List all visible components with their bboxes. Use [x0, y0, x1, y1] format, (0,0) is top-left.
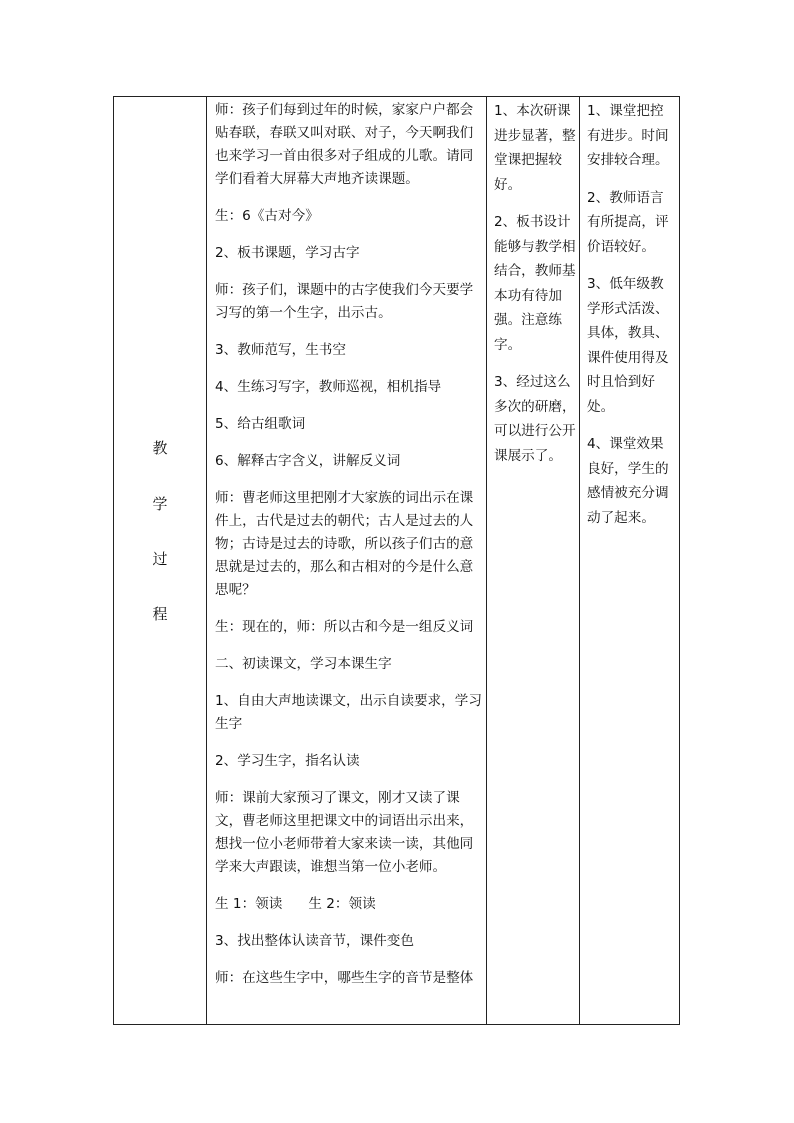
process-paragraph: 5、给古组歌词 [215, 416, 306, 432]
section-label-char: 教 [152, 439, 168, 457]
process-paragraph: 师：在这些生字中，哪些生字的音节是整体 [215, 970, 474, 986]
section-label-char: 学 [152, 495, 168, 513]
evaluation-item: 2、板书设计能够与教学相结合，教师基本功有待加强。注意练字。 [494, 214, 576, 353]
section-label-cell [114, 97, 206, 1024]
evaluation-item: 3、经过这么多次的研磨，可以进行公开课展示了。 [494, 374, 576, 464]
teaching-process-cell [207, 97, 486, 1024]
process-paragraph: 师：曹老师这里把刚才大家族的词出示在课件上，古代是过去的朝代；古人是过去的人物；古诗是过去的诗歌，所以孩子们古的意思就是过去的，那么和古相对的今是什么意思呢？ [215, 490, 474, 598]
process-paragraph: 二、初读课文，学习本课生字 [215, 656, 392, 672]
process-paragraph: 生：现在的，师：所以古和今是一组反义词 [215, 619, 474, 635]
comment-item: 2、教师语言有所提高，评价语较好。 [587, 189, 669, 255]
process-paragraph: 6、解释古字含义，讲解反义词 [215, 453, 401, 469]
process-paragraph: 生：6《古对今》 [215, 208, 319, 224]
leader-reading-line [215, 893, 483, 916]
leader-two: 生 2：领读 [308, 896, 376, 912]
process-paragraph: 1、自由大声地读课文，出示自读要求，学习生字 [215, 693, 482, 732]
process-paragraph: 2、学习生字，指名认读 [215, 753, 360, 769]
section-label-char: 过 [152, 550, 168, 568]
comment-item: 1、课堂把控有进步。时间安排较合理。 [587, 103, 669, 168]
comment-cell [580, 97, 679, 1024]
evaluation-cell [487, 97, 579, 1024]
lesson-table [113, 96, 680, 1025]
process-paragraph: 师：孩子们每到过年的时候，家家户户都会贴春联，春联又叫对联、对子，今天啊我们也来学习一首由很多对子组成的儿歌。请同学们看着大屏幕大声地齐读课题。 [215, 102, 474, 187]
leader-one: 生 1：领读 [215, 896, 283, 912]
process-paragraph: 3、教师范写，生书空 [215, 342, 346, 358]
process-paragraph: 4、生练习写字，教师巡视，相机指导 [215, 379, 442, 395]
evaluation-item: 1、本次研课进步显著，整堂课把握较好。 [494, 103, 576, 193]
process-paragraph: 2、板书课题，学习古字 [215, 245, 360, 261]
comment-item: 3、低年级教学形式活泼、具体，教具、课件使用得及时且恰到好处。 [587, 276, 669, 415]
process-paragraph: 师：课前大家预习了课文，刚才又读了课文，曹老师这里把课文中的词语出示出来，想找一位小老师带着大家来读一读，其他同学来大声跟读，谁想当第一位小老师。 [215, 790, 474, 875]
section-label-char: 程 [152, 605, 168, 623]
process-paragraph: 3、找出整体认读音节，课件变色 [215, 933, 414, 949]
comment-item: 4、课堂效果良好，学生的感情被充分调动了起来。 [587, 436, 669, 526]
process-paragraph: 师：孩子们，课题中的古字使我们今天要学习写的第一个生字，出示古。 [215, 282, 474, 321]
